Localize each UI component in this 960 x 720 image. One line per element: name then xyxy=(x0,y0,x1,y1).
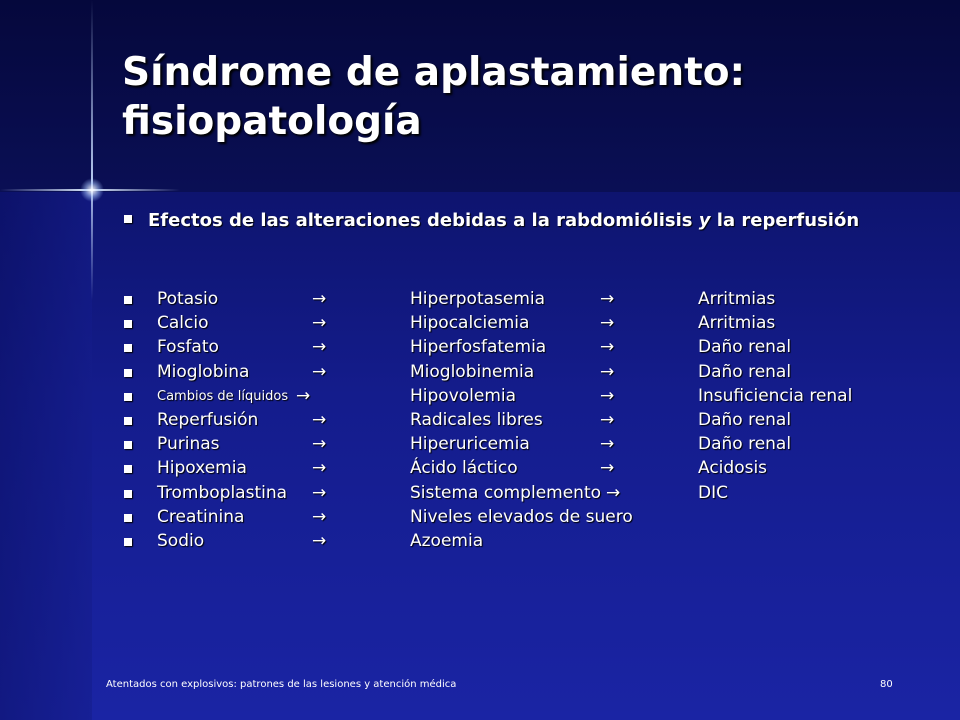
title-line-2: fisiopatología xyxy=(122,99,422,144)
arrow-right-icon: → xyxy=(312,361,327,382)
slide-title xyxy=(122,48,922,146)
bullet-square-icon xyxy=(124,441,132,449)
arrow-right-icon: → xyxy=(600,313,615,334)
list-item xyxy=(124,456,944,480)
result-text: Daño renal xyxy=(698,337,792,358)
cause-text: Reperfusión xyxy=(157,409,259,430)
arrow-right-icon: → xyxy=(600,289,615,309)
arrow-right-icon: → xyxy=(600,385,615,406)
list-item xyxy=(124,384,944,408)
effect-text: Hiperuricemia xyxy=(410,434,530,455)
bullet-square-icon xyxy=(124,369,132,377)
cause-text: Creatinina xyxy=(157,506,245,527)
result-text: DIC xyxy=(698,482,728,503)
result-text: Daño renal xyxy=(698,434,792,455)
left-band xyxy=(0,192,92,720)
bullet-square-icon xyxy=(124,320,132,328)
bullet-square-icon xyxy=(124,417,132,425)
arrow-right-icon: → xyxy=(600,409,615,430)
arrow-right-icon: → xyxy=(312,313,327,334)
list-item xyxy=(124,481,944,505)
effect-text: Hipocalciemia xyxy=(410,313,530,334)
result-text: Acidosis xyxy=(698,458,768,479)
list-item xyxy=(124,432,944,456)
arrow-right-icon: → xyxy=(312,458,327,479)
bullet-square-icon xyxy=(124,296,132,304)
effect-text: Sistema complemento xyxy=(410,482,602,503)
bullet-square-icon xyxy=(124,490,132,498)
arrow-right-icon: → xyxy=(600,361,615,382)
bullet-square-icon xyxy=(124,514,132,522)
arrow-right-icon: → xyxy=(312,409,327,430)
list-item xyxy=(124,287,944,311)
arrow-right-icon: → xyxy=(600,458,615,479)
cause-text: Fosfato xyxy=(157,337,219,358)
cause-text: Calcio xyxy=(157,313,209,334)
subtitle-italic: y xyxy=(698,210,711,231)
effect-text: Radicales libres xyxy=(410,409,543,430)
arrow-right-icon: → xyxy=(312,337,327,358)
subtitle-bullet xyxy=(124,210,944,231)
arrow-right-icon: → xyxy=(606,482,621,503)
list-item xyxy=(124,335,944,359)
footer-text: Atentados con explosivos: patrones de las lesiones y atención médica xyxy=(106,679,457,690)
bullet-square-icon xyxy=(124,215,132,223)
title-line-1: Síndrome de aplastamiento: xyxy=(122,50,746,95)
arrow-right-icon: → xyxy=(296,385,311,406)
subtitle-part-1: Efectos de las alteraciones debidas a la rabdomiólisis xyxy=(148,210,699,231)
cause-text: Sodio xyxy=(157,530,205,551)
arrow-right-icon: → xyxy=(600,337,615,358)
list-item xyxy=(124,408,944,432)
result-text: Arritmias xyxy=(698,289,776,309)
cause-text: Mioglobina xyxy=(157,361,250,382)
arrow-right-icon: → xyxy=(600,434,615,455)
list-item xyxy=(124,505,944,529)
result-text: Insuficiencia renal xyxy=(698,385,853,406)
effect-text: Hipovolemia xyxy=(410,385,517,406)
effect-text: Hiperpotasemia xyxy=(410,289,546,309)
result-text: Daño renal xyxy=(698,409,792,430)
subtitle-part-2: la reperfusión xyxy=(710,210,860,231)
arrow-right-icon: → xyxy=(312,482,327,503)
effect-text: Azoemia xyxy=(410,530,484,551)
result-text: Arritmias xyxy=(698,313,776,334)
effect-text: Ácido láctico xyxy=(410,458,518,479)
bullet-square-icon xyxy=(124,465,132,473)
cause-text: Cambios de líquidos xyxy=(157,388,289,404)
arrow-right-icon: → xyxy=(312,434,327,455)
effect-text: Hiperfosfatemia xyxy=(410,337,547,358)
effects-list xyxy=(124,287,944,553)
effect-text: Mioglobinemia xyxy=(410,361,535,382)
list-item xyxy=(124,311,944,335)
bullet-square-icon xyxy=(124,538,132,546)
arrow-right-icon: → xyxy=(312,506,327,527)
cause-text: Hipoxemia xyxy=(157,458,247,479)
effect-text: Niveles elevados de suero xyxy=(410,506,633,527)
cause-text: Potasio xyxy=(157,289,219,309)
list-item xyxy=(124,360,944,384)
result-text: Daño renal xyxy=(698,361,792,382)
arrow-right-icon: → xyxy=(312,530,327,551)
list-item xyxy=(124,529,944,553)
cause-text: Purinas xyxy=(157,434,220,455)
bullet-square-icon xyxy=(124,344,132,352)
cause-text: Tromboplastina xyxy=(157,482,288,503)
arrow-right-icon: → xyxy=(312,289,327,309)
star-flare-vertical xyxy=(91,0,93,300)
page-number: 80 xyxy=(880,679,893,690)
star-glow xyxy=(80,178,104,202)
bullet-square-icon xyxy=(124,393,132,401)
